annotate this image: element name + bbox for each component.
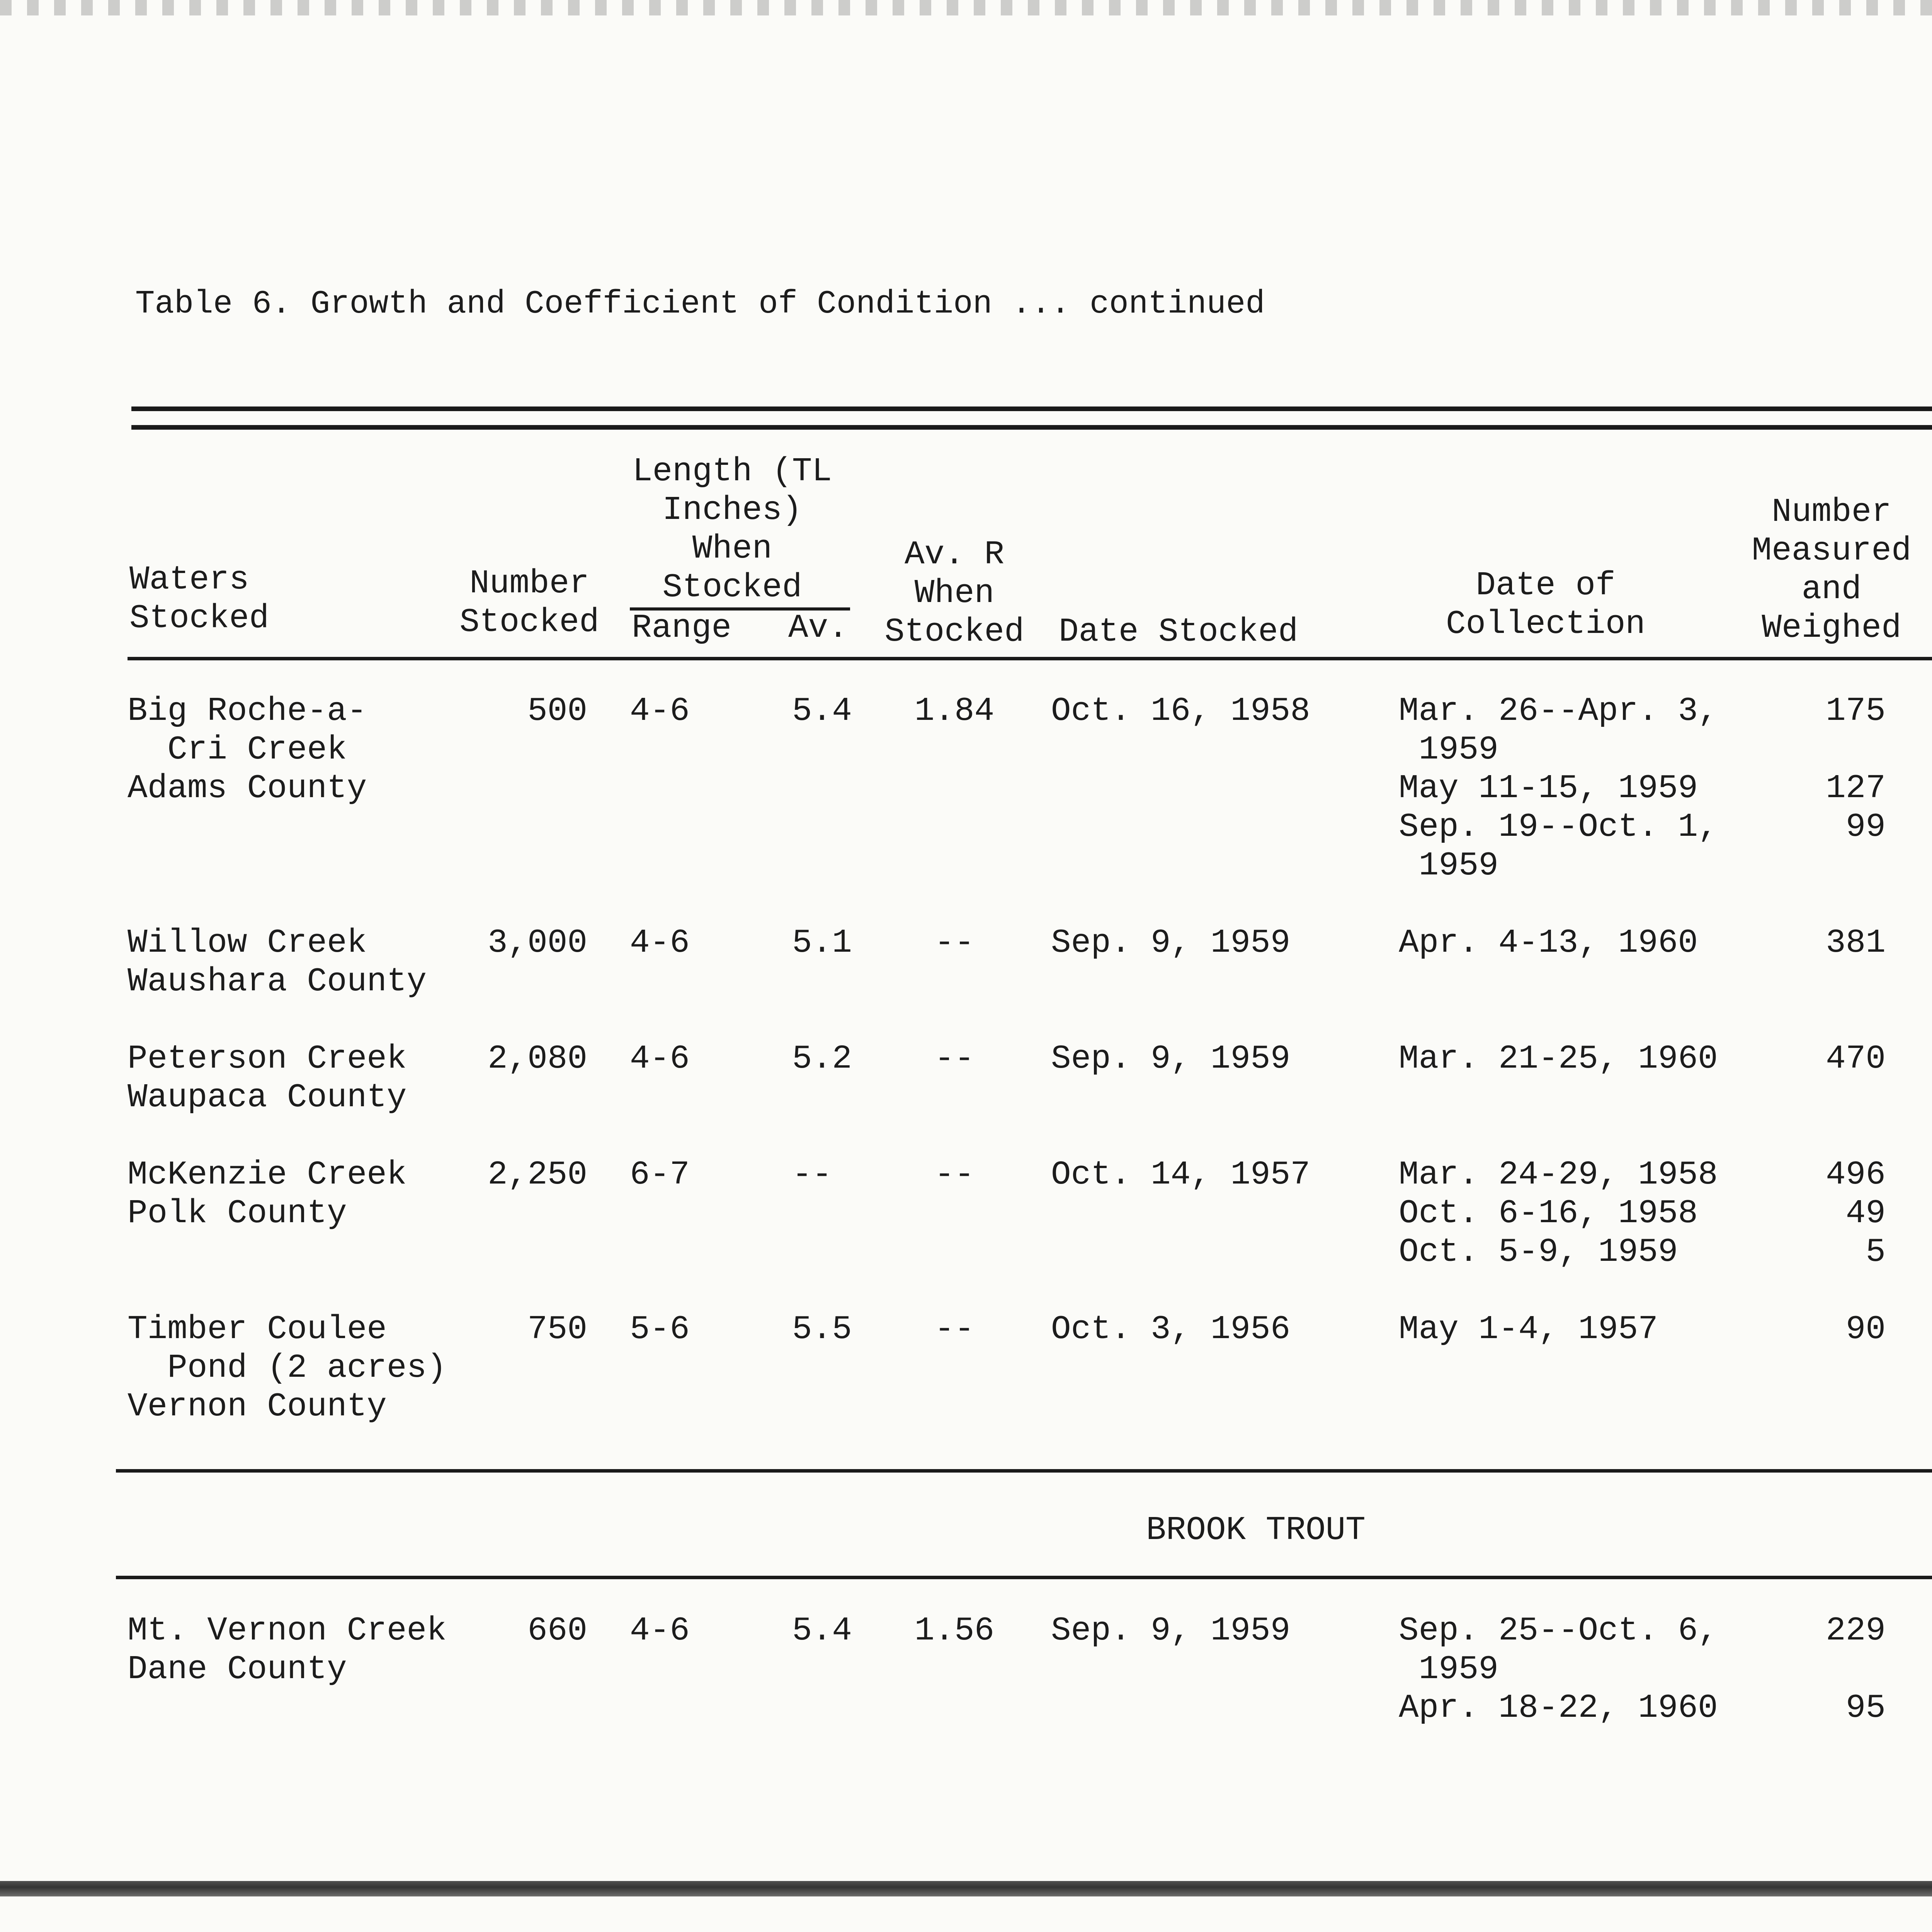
cell-number-measured: 49	[1845, 1194, 1886, 1232]
cell-number-measured: 95	[1845, 1689, 1886, 1727]
header-length-stocked-av: Av.	[788, 609, 848, 647]
cell-length-range: 5-6	[630, 1310, 690, 1348]
scan-edge-top	[0, 0, 1932, 15]
cell-number-stocked: 750	[527, 1310, 587, 1348]
cell-number-measured: 90	[1845, 1310, 1886, 1348]
cell-date-collection: Apr. 18-22, 1960	[1399, 1689, 1718, 1727]
section-rule-bottom	[116, 1576, 1932, 1579]
cell-av-r-stocked: --	[934, 1156, 975, 1194]
cell-number-measured: 229	[1826, 1612, 1886, 1650]
cell-date-stocked: Oct. 14, 1957	[1051, 1156, 1310, 1194]
cell-date-collection: Sep. 25--Oct. 6, 1959	[1399, 1612, 1718, 1688]
cell-date-stocked: Oct. 3, 1956	[1051, 1310, 1291, 1348]
cell-av-r-stocked: --	[934, 1310, 975, 1348]
section-label-brook-trout: BROOK TROUT	[1146, 1511, 1366, 1549]
cell-av-r-stocked: --	[934, 924, 975, 962]
top-double-rule-1	[131, 406, 1932, 411]
cell-length-av: 5.2	[792, 1040, 852, 1078]
cell-length-range: 4-6	[630, 1612, 690, 1650]
cell-waters: Mt. Vernon Creek Dane County	[128, 1612, 447, 1688]
header-waters: Waters Stocked	[129, 561, 269, 637]
scan-edge-bottom	[0, 1881, 1932, 1896]
table-title: Table 6. Growth and Coefficient of Condition ... continued	[135, 286, 1265, 323]
cell-date-stocked: Sep. 9, 1959	[1051, 924, 1291, 962]
cell-date-collection: Sep. 19--Oct. 1, 1959	[1399, 808, 1718, 884]
cell-length-range: 4-6	[630, 924, 690, 962]
cell-date-collection: May 11-15, 1959	[1399, 769, 1698, 807]
header-length-stocked-range: Range	[632, 609, 732, 647]
cell-av-r-stocked: --	[934, 1040, 975, 1078]
cell-number-stocked: 660	[527, 1612, 587, 1650]
header-number-stocked: Number Stocked	[459, 565, 599, 641]
header-number-measured: Number Measured and Weighed	[1752, 493, 1912, 647]
cell-number-stocked: 500	[527, 692, 587, 730]
cell-date-collection: Mar. 24-29, 1958	[1399, 1156, 1718, 1194]
cell-waters: Willow Creek Waushara County	[128, 924, 427, 1000]
cell-waters: Peterson Creek Waupaca County	[128, 1040, 407, 1116]
cell-waters: McKenzie Creek Polk County	[128, 1156, 407, 1232]
cell-length-av: 5.5	[792, 1310, 852, 1348]
cell-waters: Big Roche-a- Cri Creek Adams County	[128, 692, 367, 807]
cell-date-stocked: Sep. 9, 1959	[1051, 1612, 1291, 1650]
header-date-stocked: Date Stocked	[1059, 613, 1298, 651]
cell-date-collection: Mar. 21-25, 1960	[1399, 1040, 1718, 1078]
cell-av-r-stocked: 1.84	[914, 692, 995, 730]
cell-length-av: 5.4	[792, 1612, 852, 1650]
cell-number-measured: 127	[1826, 769, 1886, 807]
cell-number-measured: 175	[1826, 692, 1886, 730]
cell-date-stocked: Oct. 16, 1958	[1051, 692, 1310, 730]
cell-number-measured: 5	[1866, 1233, 1886, 1271]
header-av-r-stocked: Av. R When Stocked	[884, 536, 1024, 651]
cell-date-collection: May 1-4, 1957	[1399, 1310, 1658, 1348]
cell-number-stocked: 2,250	[487, 1156, 587, 1194]
header-length-stocked: Length (TL Inches) When Stocked	[632, 452, 832, 606]
cell-number-measured: 99	[1845, 808, 1886, 846]
header-date-collection: Date of Collection	[1446, 566, 1646, 643]
cell-number-measured: 496	[1826, 1156, 1886, 1194]
top-double-rule-2	[131, 425, 1932, 430]
header-rule	[128, 657, 1932, 660]
cell-length-av: 5.1	[792, 924, 852, 962]
cell-date-stocked: Sep. 9, 1959	[1051, 1040, 1291, 1078]
cell-av-r-stocked: 1.56	[914, 1612, 995, 1650]
cell-date-collection: Mar. 26--Apr. 3, 1959	[1399, 692, 1718, 769]
cell-number-measured: 470	[1826, 1040, 1886, 1078]
cell-waters: Timber Coulee Pond (2 acres) Vernon County	[128, 1310, 447, 1425]
cell-date-collection: Apr. 4-13, 1960	[1399, 924, 1698, 962]
cell-number-stocked: 2,080	[487, 1040, 587, 1078]
cell-date-collection: Oct. 6-16, 1958	[1399, 1194, 1698, 1232]
cell-length-av: 5.4	[792, 692, 852, 730]
cell-length-range: 4-6	[630, 1040, 690, 1078]
cell-number-measured: 381	[1826, 924, 1886, 962]
cell-length-range: 4-6	[630, 692, 690, 730]
cell-date-collection: Oct. 5-9, 1959	[1399, 1233, 1678, 1271]
cell-length-av: --	[792, 1156, 832, 1194]
section-rule-top	[116, 1469, 1932, 1473]
cell-number-stocked: 3,000	[487, 924, 587, 962]
cell-length-range: 6-7	[630, 1156, 690, 1194]
